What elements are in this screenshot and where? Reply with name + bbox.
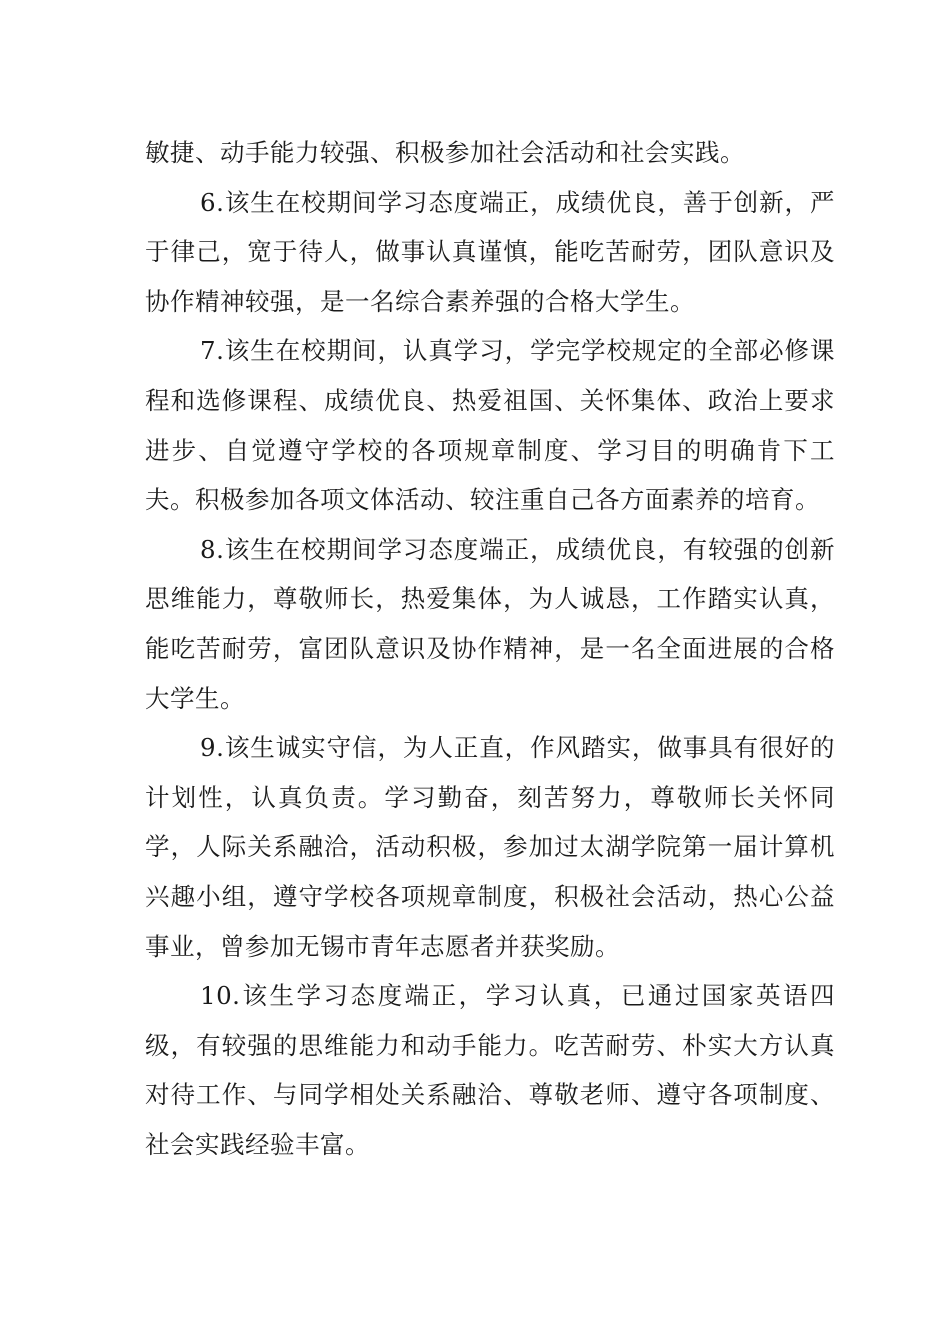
paragraph-item-6: 6.该生在校期间学习态度端正，成绩优良，善于创新，严于律己，宽于待人，做事认真谨慎，能吃苦耐劳，团队意识及协作精神较强，是一名综合素养强的合格大学生。 xyxy=(145,187,835,316)
paragraph-item-9: 9.该生诚实守信，为人正直，作风踏实，做事具有很好的计划性，认真负责。学习勤奋，刻苦努力，尊敬师长关怀同学，人际关系融洽，活动积极，参加过太湖学院第一届计算机兴趣小组，遵守学校各项规章制度，积极社会活动，热心公益事业，曾参加无锡市青年志愿者并获奖励。 xyxy=(145,733,835,961)
paragraph-item-10: 10.该生学习态度端正，学习认真，已通过国家英语四级，有较强的思维能力和动手能力。吃苦耐劳、朴实大方认真对待工作、与同学相处关系融洽、尊敬老师、遵守各项制度、社会实践经验丰富。 xyxy=(145,981,835,1159)
paragraph-continuation: 敏捷、动手能力较强、积极参加社会活动和社会实践。 xyxy=(145,138,745,167)
paragraph-item-7: 7.该生在校期间，认真学习，学完学校规定的全部必修课程和选修课程、成绩优良、热爱祖国、关怀集体、政治上要求进步、自觉遵守学校的各项规章制度、学习目的明确肯下工夫。积极参加各项文体活动、较注重自己各方面素养的培育。 xyxy=(145,336,835,515)
paragraph-item-8: 8.该生在校期间学习态度端正，成绩优良，有较强的创新思维能力，尊敬师长，热爱集体，为人诚恳，工作踏实认真，能吃苦耐劳，富团队意识及协作精神，是一名全面进展的合格大学生。 xyxy=(145,534,835,713)
document-body xyxy=(145,128,835,1169)
